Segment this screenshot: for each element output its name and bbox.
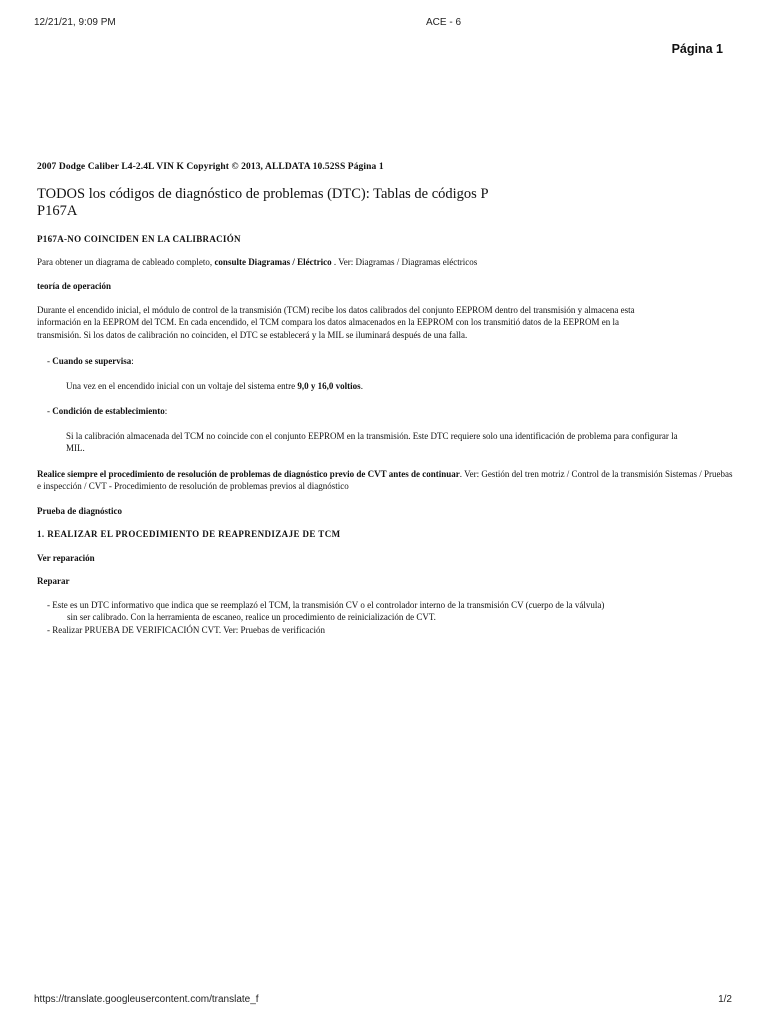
theory-paragraph: Durante el encendido inicial, el módulo de control de la transmisión (TCM) recibe los datos calibrados del conjunto EEPROM dentro del transmisión y almacena esta información en la EEPROM del TCM. En cada encendido, el TCM compara los datos almacenados en la EEPROM con los transmitió datos de la EEPROM en la transmisión. Si los datos de calibración no coinciden, el DTC se establecerá y la MIL se iluminará después de una falla. bbox=[37, 304, 635, 340]
step-1-heading: 1. REALIZAR EL PROCEDIMIENTO DE REAPRENDIZAJE DE TCM bbox=[37, 528, 341, 539]
pre-diagnostic-paragraph bbox=[37, 468, 737, 493]
print-doc-title: ACE - 6 bbox=[426, 17, 462, 28]
set-condition-text: Si la calibración almacenada del TCM no coincide con el conjunto EEPROM en la transmisión. Este DTC requiere solo una identificación de problema para configurar la MIL. bbox=[66, 430, 678, 453]
list-item: - Realizar PRUEBA DE VERIFICACIÓN CVT. Ver: Pruebas de verificación bbox=[47, 624, 325, 635]
pre-diagnostic-rest: . Ver: Gestión del tren motriz / Control de la transmisión Sistemas / Pruebas e inspección / CVT - Procedimiento de resolución de problemas previos al diagnóstico bbox=[37, 468, 733, 491]
wiring-pre: Para obtener un diagrama de cableado completo, bbox=[37, 257, 215, 267]
theory-heading: teoría de operación bbox=[37, 280, 111, 291]
wiring-link[interactable]: consulte Diagramas / Eléctrico bbox=[214, 257, 332, 267]
vehicle-meta-line: 2007 Dodge Caliber L4-2.4L VIN K Copyright © 2013, ALLDATA 10.52SS Página 1 bbox=[37, 162, 384, 172]
monitored-bullet: - Cuando se supervisa: bbox=[47, 356, 134, 366]
print-page-count: 1/2 bbox=[718, 994, 732, 1005]
print-url: https://translate.googleusercontent.com/translate_f bbox=[34, 994, 259, 1005]
wiring-post: . Ver: Diagramas / Diagramas eléctricos bbox=[331, 257, 478, 267]
page-title bbox=[37, 186, 737, 220]
wiring-paragraph bbox=[37, 256, 737, 269]
set-condition-label: Condición de establecimiento bbox=[52, 406, 165, 416]
monitored-pre: Una vez en el encendido inicial con un voltaje del sistema entre bbox=[66, 380, 298, 391]
monitored-label: Cuando se supervisa bbox=[52, 356, 132, 366]
dtc-heading: P167A-NO COINCIDEN EN LA CALIBRACIÓN bbox=[37, 234, 241, 244]
monitored-text bbox=[66, 380, 696, 393]
diagnostic-test-heading: Prueba de diagnóstico bbox=[37, 505, 123, 516]
voltage-range: 9,0 y 16,0 voltios bbox=[297, 380, 361, 391]
print-datetime: 12/21/21, 9:09 PM bbox=[34, 17, 116, 28]
pre-diagnostic-bold: Realice siempre el procedimiento de resolución de problemas de diagnóstico previo de CVT antes de continuar bbox=[37, 468, 460, 479]
repair-list bbox=[47, 599, 737, 637]
document-body bbox=[37, 162, 737, 636]
repair-item-1-line-1: Este es un DTC informativo que indica que se reemplazó el TCM, la transmisión CV o el controlador interno de la transmisión CV (cuerpo de la válvula) bbox=[52, 599, 605, 610]
page-label: Página 1 bbox=[671, 42, 723, 56]
print-footer bbox=[0, 994, 768, 1008]
see-repair-heading: Ver reparación bbox=[37, 552, 95, 563]
title-line-2: P167A bbox=[37, 203, 78, 219]
set-condition-bullet: - Condición de establecimiento: bbox=[47, 406, 168, 416]
monitored-post: . bbox=[360, 380, 363, 391]
title-line-1: TODOS los códigos de diagnóstico de problemas (DTC): Tablas de códigos P bbox=[37, 186, 489, 202]
repair-item-1-line-2: sin ser calibrado. Con la herramienta de escaneo, realice un procedimiento de reinicialización de CVT. bbox=[67, 612, 436, 622]
repair-heading: Reparar bbox=[37, 575, 70, 586]
list-item: - Este es un DTC informativo que indica que se reemplazó el TCM, la transmisión CV o el controlador interno de la transmisión CV (cuerpo de la válvula) sin ser calibrado. Con la herramienta de escaneo, realice un procedimiento de reinicialización de CVT. bbox=[47, 599, 737, 624]
print-header bbox=[0, 17, 768, 31]
repair-item-2-line-1: Realizar PRUEBA DE VERIFICACIÓN CVT. Ver: Pruebas de verificación bbox=[52, 624, 325, 635]
